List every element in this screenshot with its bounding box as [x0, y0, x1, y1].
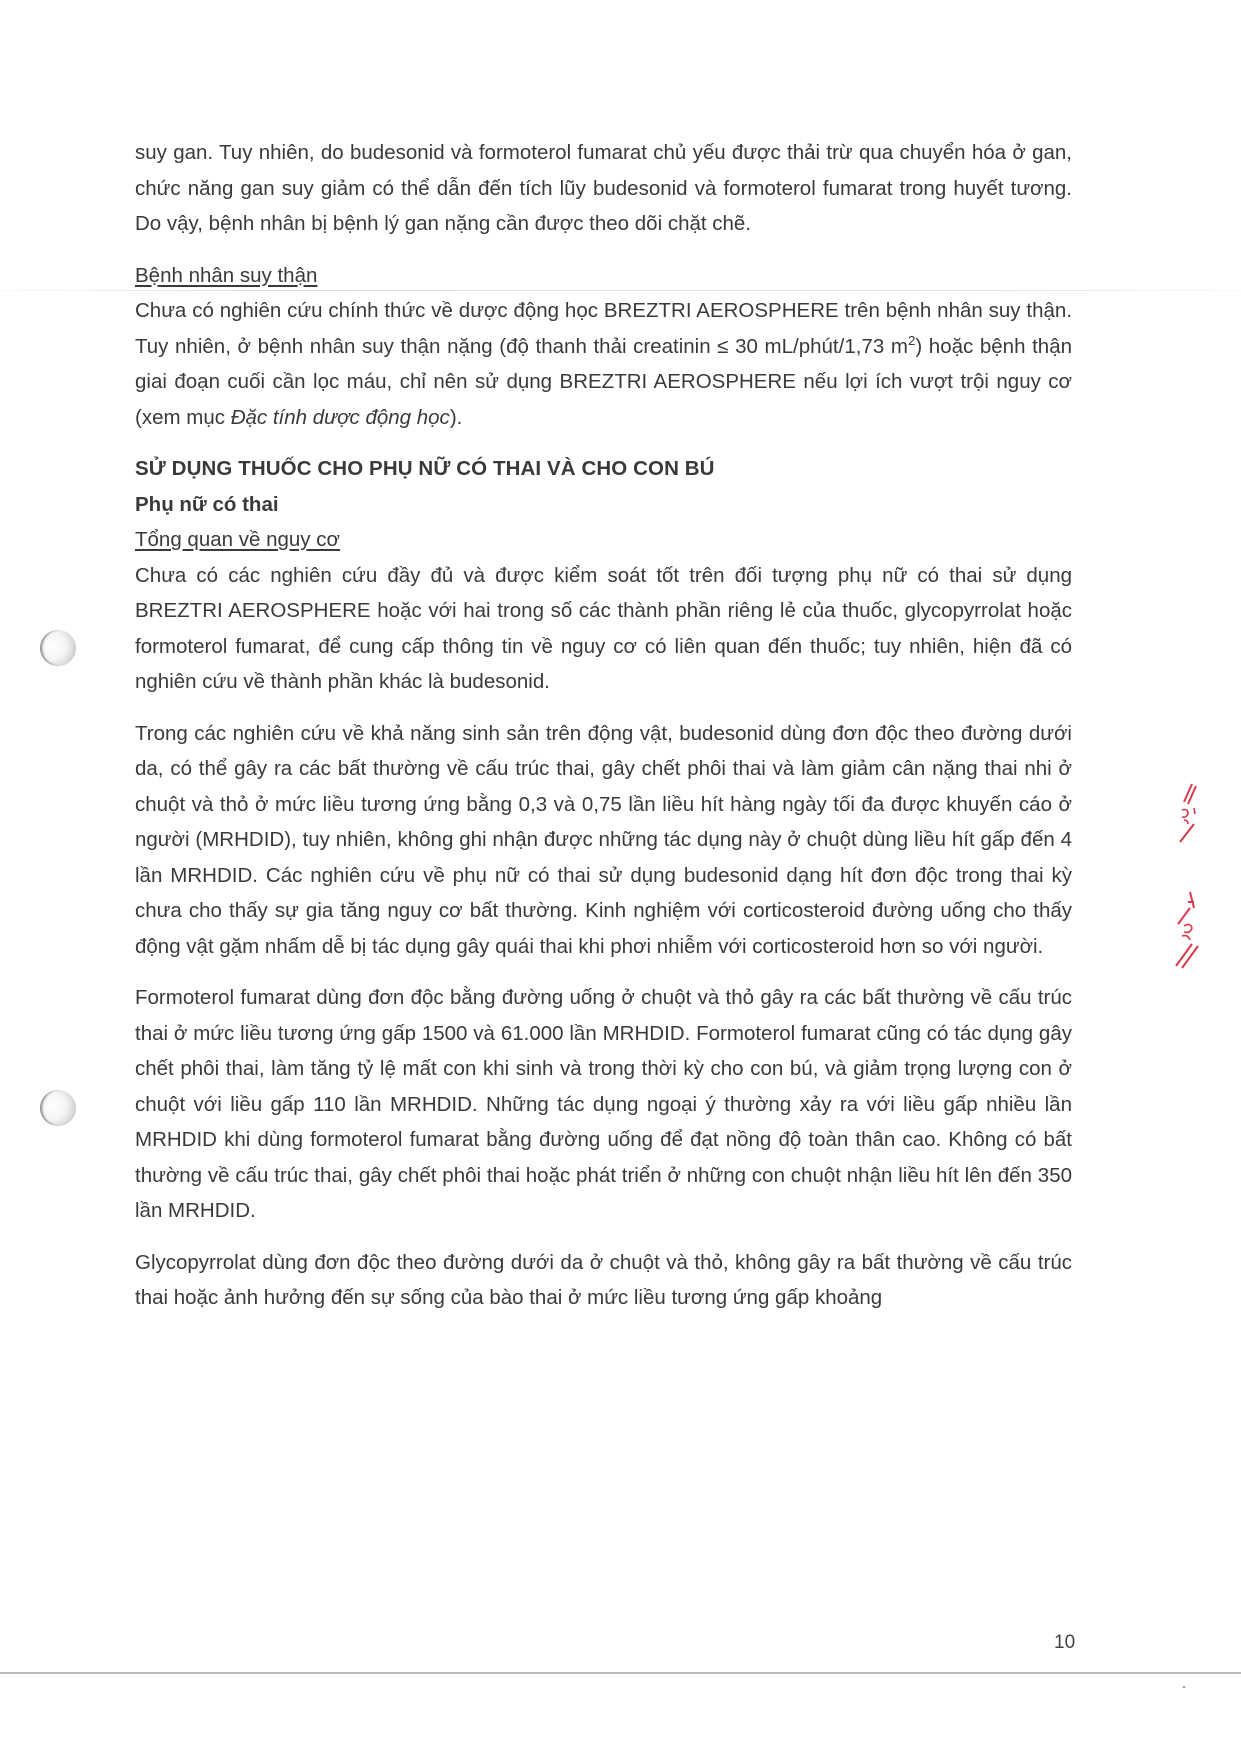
document-body	[135, 141, 1072, 1332]
hepatic-paragraph: suy gan. Tuy nhiên, do budesonid và formoterol fumarat chủ yếu được thải trừ qua chuyển hóa ở gan, chức năng gan suy giảm có thể dẫn đến tích lũy budesonid và formoterol fumarat trong huyết tương. Do vậy, bệnh nhân bị bệnh lý gan nặng cần được theo dõi chặt chẽ.	[135, 141, 1072, 235]
page-number: 10	[1054, 1632, 1076, 1653]
initials-stamp-icon	[1170, 780, 1210, 850]
renal-text-1: Chưa có nghiên cứu chính thức về dược động học BREZTRI AEROSPHERE trên bệnh nhân suy thận. Tuy nhiên, ở bệnh nhân suy thận nặng (độ thanh thải creatinin ≤ 30 mL/phút/1,73 m	[135, 299, 1072, 358]
section-title: SỬ DỤNG THUỐC CHO PHỤ NỮ CÓ THAI VÀ CHO CON BÚ	[135, 457, 715, 480]
subsection-title: Phụ nữ có thai	[135, 492, 279, 516]
footer-rule	[0, 1672, 1241, 1674]
renal-impairment-heading: Bệnh nhân suy thận	[135, 263, 318, 287]
renal-text-3: ).	[449, 405, 463, 429]
renal-text-2: ) hoặc bệnh thận giai đoạn cuối cần lọc máu, chỉ nên sử dụng BREZTRI AEROSPHERE nếu lợi ích vượt trội nguy cơ (xem mục	[135, 334, 1072, 429]
punch-hole-icon	[40, 630, 76, 666]
initials-stamp-icon	[1170, 890, 1210, 970]
renal-paragraph	[135, 293, 1072, 435]
body-paragraph: Trong các nghiên cứu về khả năng sinh sản trên động vật, budesonid dùng đơn độc theo đường dưới da, có thể gây ra các bất thường về cấu trúc thai, gây chết phôi thai và làm giảm cân nặng thai nhi ở chuột và thỏ ở mức liều tương ứng bằng 0,3 và 0,75 lần liều hít hàng ngày tối đa được khuyến cáo ở người (MRHDID), tuy nhiên, không ghi nhận được những tác dụng này ở chuột dùng liều hít gấp đến 4 lần MRHDID. Các nghiên cứu về phụ nữ có thai sử dụng budesonid dạng hít đơn độc trong thai kỳ chưa cho thấy sự gia tăng nguy cơ bất thường. Kinh nghiệm với corticosteroid đường uống cho thấy động vật gặm nhấm dễ bị tác dụng gây quái thai khi phơi nhiễm với corticosteroid hơn so với người.	[135, 721, 1072, 958]
body-paragraph: Glycopyrrolat dùng đơn độc theo đường dưới da ở chuột và thỏ, không gây ra bất thường về cấu trúc thai hoặc ảnh hưởng đến sự sống của bào thai ở mức liều tương ứng gấp khoảng	[135, 1250, 1072, 1309]
scan-speck	[1183, 1686, 1185, 1688]
pharmacokinetics-reference: Đặc tính dược động học	[230, 405, 450, 429]
risk-summary-heading: Tổng quan về nguy cơ	[135, 528, 340, 551]
body-paragraph: Chưa có các nghiên cứu đầy đủ và được kiểm soát tốt trên đối tượng phụ nữ có thai sử dụng BREZTRI AEROSPHERE hoặc với hai trong số các thành phần riêng lẻ của thuốc, glycopyrrolat hoặc formoterol fumarat, để cung cấp thông tin về nguy cơ có liên quan đến thuốc; tuy nhiên, hiện đã có nghiên cứu về thành phần khác là budesonid.	[135, 563, 1072, 693]
punch-hole-icon	[40, 1090, 76, 1126]
body-paragraph: Formoterol fumarat dùng đơn độc bằng đường uống ở chuột và thỏ gây ra các bất thường về cấu trúc thai ở mức liều tương ứng gấp 1500 và 61.000 lần MRHDID. Formoterol fumarat cũng có tác dụng gây chết phôi thai, làm tăng tỷ lệ mất con khi sinh và trong thời kỳ cho con bú, và giảm trọng lượng con ở chuột với liều gấp 110 lần MRHDID. Những tác dụng ngoại ý thường xảy ra với liều gấp nhiều lần MRHDID khi dùng formoterol fumarat bằng đường uống để đạt nồng độ toàn thân cao. Không có bất thường về cấu trúc thai, gây chết phôi thai hoặc phát triển ở những con chuột nhận liều hít lên đến 350 lần MRHDID.	[135, 986, 1072, 1222]
superscript-2: 2	[907, 332, 916, 348]
